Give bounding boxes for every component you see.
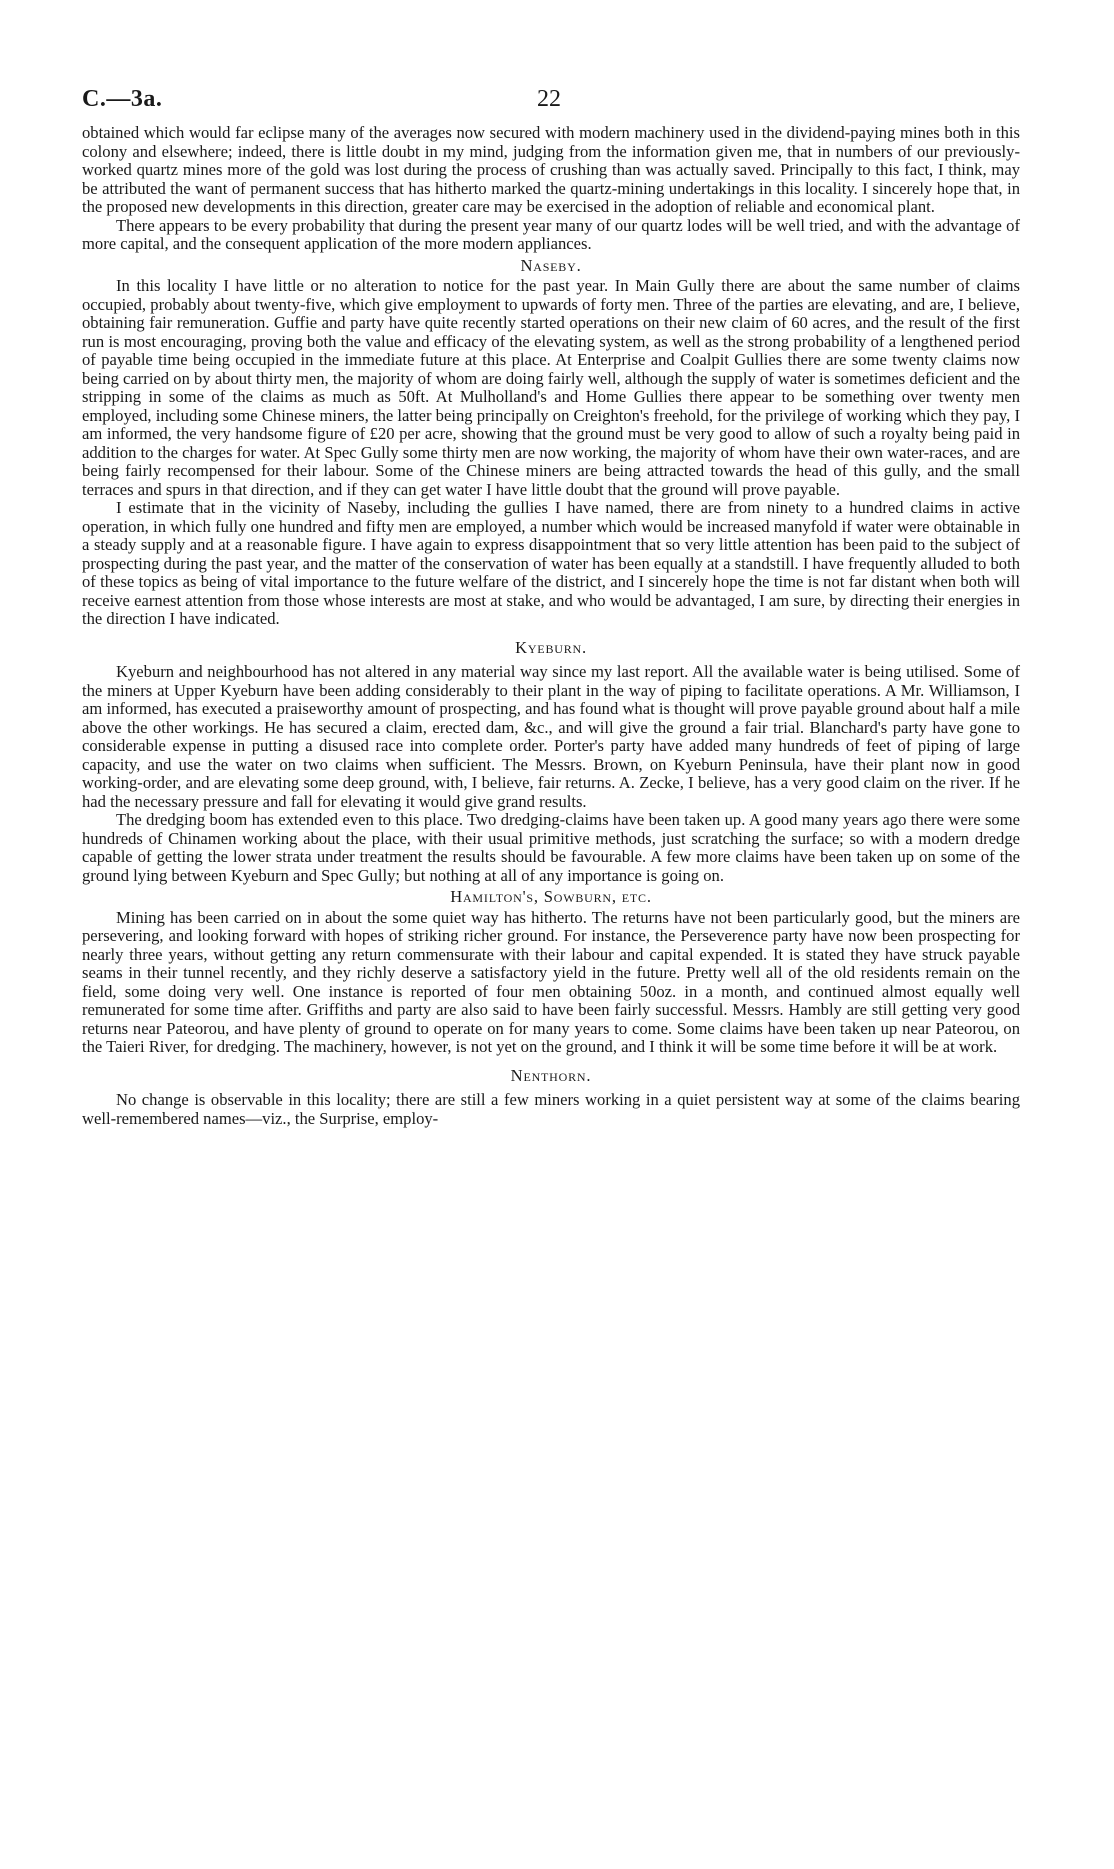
document-reference: C.—3a. [82, 86, 163, 112]
section-heading-hamiltons: Hamilton's, Sowburn, etc. [450, 887, 652, 906]
document-body [82, 124, 1020, 1128]
section-heading-naseby: Naseby. [520, 255, 582, 275]
paragraph-quartz-lodes: There appears to be every probability that during the present year many of our quartz lodes will be well tried, and with the advantage of more capital, and the consequent application of the more modern appliances. [82, 215, 1020, 253]
document-page [82, 70, 1020, 1128]
page-header [82, 70, 1020, 120]
paragraph-kyeburn-dredging: The dredging boom has extended even to this place. Two dredging-claims have been taken up. A good many years ago there were some hundreds of Chinamen working about the place, with their usual primitive methods, just scratching the surface; so with a modern dredge capable of getting the lower strata under treatment the results should be favourable. A few more claims have been taken up on some of the ground lying between Kyeburn and Spec Gully; but nothing at all of any importance is going on. [82, 810, 1020, 885]
paragraph-hamiltons-mining: Mining has been carried on in about the some quiet way has hitherto. The returns have not been particularly good, but the miners are persevering, and looking forward with hopes of striking richer ground. For instance, the Perseverence party have now been prospecting for nearly three years, without getting any return commensurate with their labour and capital expended. It is stated they have struck payable seams in their tunnel recently, and they richly deserve a satisfactory yield in the future. Pretty well all of the old residents remain on the field, some doing very well. One instance is reported of four men obtaining 50oz. in a month, and continued almost equally well remunerated for some time after. Griffiths and party are also said to have been fairly successful. Messrs. Hambly are still getting very good returns near Pateorou, and have plenty of ground to operate on for many years to come. Some claims have been taken up near Pateorou, on the Taieri River, for dredging. The machinery, however, is not yet on the ground, and I think it will be some time before it will be at work. [82, 907, 1020, 1056]
paragraph-naseby-estimate: I estimate that in the vicinity of Naseby, including the gullies I have named, there are from ninety to a hundred claims in active operation, in which fully one hundred and fifty men are employed, a number which would be increased manyfold if water were obtainable in a steady supply and at a reasonable figure. I have again to express disappointment that so very little attention has been paid to the subject of prospecting during the past year, and the matter of the conservation of water has been equally at a standstill. I have frequently alluded to both of these topics as being of vital importance to the future welfare of the district, and I sincerely hope the time is not far distant when both will receive earnest attention from those whose interests are most at stake, and who would be advantaged, I am sure, by directing their energies in the direction I have indicated. [82, 498, 1020, 628]
page-number: 22 [537, 86, 561, 112]
paragraph-nenthorn: No change is observable in this locality; there are still a few miners working in a quiet persistent way at some of the claims bearing well-remembered names—viz., the Surprise, employ- [82, 1090, 1020, 1128]
paragraph-naseby-locality: In this locality I have little or no alteration to notice for the past year. In Main Gully there are about the same number of claims occupied, probably about twenty-five, which give employment to upwards of forty men. Three of the parties are elevating, and are, I believe, obtaining fair remuneration. Guffie and party have quite recently started operations on their new claim of 60 acres, and the result of the first run is most encouraging, proving both the value and efficacy of the elevating system, as well as the strong probability of a lengthened period of payable time being occupied in the immediate future at this place. At Enterprise and Coalpit Gullies there are some twenty claims now being carried on by about thirty men, the majority of whom are doing fairly well, although the supply of water is sometimes deficient and the stripping in some of the claims as much as 50ft. At Mulholland's and Home Gullies there appear to be something over twenty men employed, including some Chinese miners, the latter being principally on Creighton's freehold, for the privilege of working which they pay, I am informed, the very handsome figure of £20 per acre, showing that the ground must be very good to allow of such a royalty being paid in addition to the charges for water. At Spec Gully some thirty men are now working, the majority of whom have their own water-races, and are being fairly recompensed for their labour. Some of the Chinese miners are being attracted towards the head of this gully, and the small terraces and spurs in that direction, and if they can get water I have little doubt that the ground will prove payable. [82, 276, 1020, 499]
section-heading-kyeburn: Kyeburn. [515, 637, 587, 657]
section-heading-nenthorn: Nenthorn. [510, 1065, 592, 1085]
paragraph-kyeburn-neighbourhood: Kyeburn and neighbourhood has not altered in any material way since my last report. All the available water is being utilised. Some of the miners at Upper Kyeburn have been adding considerably to their plant in the way of piping to facilitate operations. A Mr. Williamson, I am informed, has executed a praiseworthy amount of prospecting, and has found what is thought will prove payable ground about half a mile above the other workings. He has secured a claim, erected dam, &c., and will give the ground a fair trial. Blanchard's party have gone to considerable expense in putting a disused race into complete order. Porter's party have added many hundreds of feet of piping of large capacity, and use the water on two claims when sufficient. The Messrs. Brown, on Kyeburn Peninsula, have their plant now in good working-order, and are elevating some deep ground, with, I believe, fair returns. A. Zecke, I believe, has a very good claim on the river. If he had the necessary pressure and fall for elevating it would give grand results. [82, 662, 1020, 811]
paragraph-intro-continued: obtained which would far eclipse many of the averages now secured with modern machinery used in the dividend-paying mines both in this colony and elsewhere; indeed, there is little doubt in my mind, judging from the information given me, that in numbers of our previously-worked quartz mines more of the gold was lost during the process of crushing than was actually saved. Principally to this fact, I think, may be attributed the want of permanent success that has hitherto marked the quartz-mining undertakings in this locality. I sincerely hope that, in the proposed new developments in this direction, greater care may be exercised in the adoption of reliable and economical plant. [82, 123, 1020, 216]
